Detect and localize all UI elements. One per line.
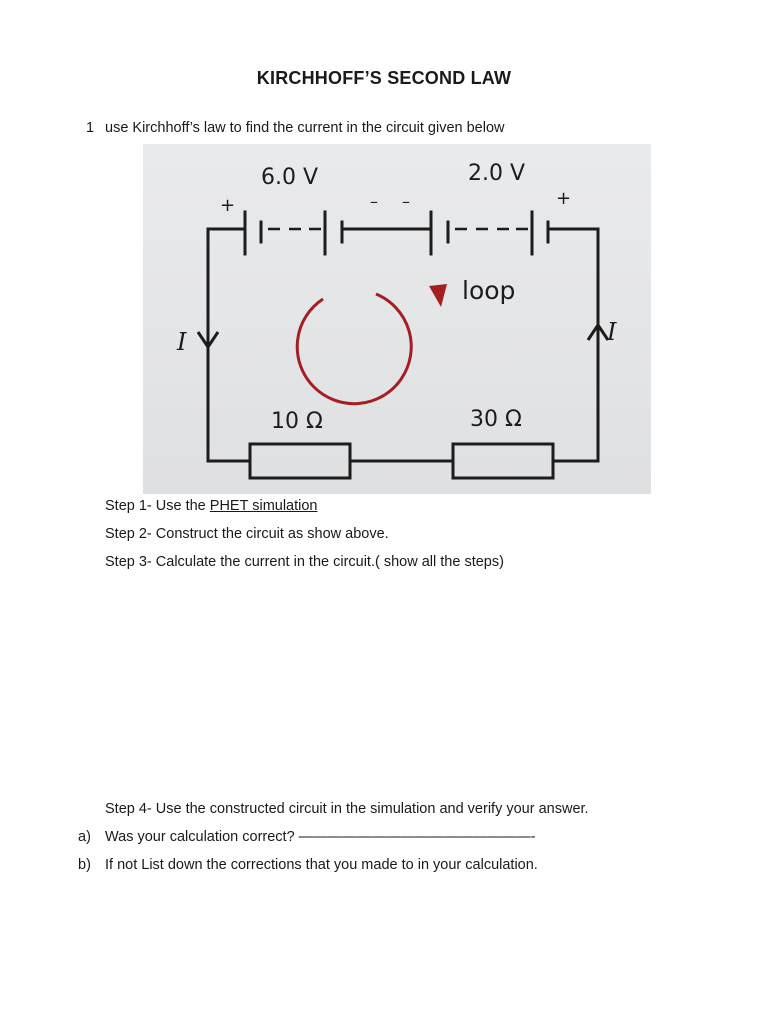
resistor2-label: 30 Ω (470, 407, 522, 432)
cell1-plus-sign: + (220, 195, 236, 216)
phet-simulation-link[interactable]: PHET simulation (209, 498, 318, 514)
loop-label: loop (462, 276, 516, 305)
cell2-label: 2.0 V (468, 161, 526, 186)
step-1-text: Step 1- Use the (105, 498, 210, 514)
cell2-plus-sign: + (556, 188, 572, 209)
question-text: use Kirchhoff’s law to find the current in the circuit given below (105, 120, 505, 136)
subquestion-a-text: Was your calculation correct? ————————————————- (105, 829, 536, 845)
page-title: KIRCHHOFF’S SECOND LAW (256, 68, 512, 88)
resistor-30-ohm (453, 444, 553, 478)
current-label-right: I (607, 318, 617, 346)
cell2-minus-sign: – (402, 192, 410, 211)
subquestion-a-marker: a) (78, 829, 91, 845)
resistor-10-ohm (250, 444, 350, 478)
cell1-minus-sign: – (370, 192, 378, 211)
resistor1-label: 10 Ω (271, 409, 323, 434)
step-4: Step 4- Use the constructed circuit in the simulation and verify your answer. (105, 801, 589, 817)
current-label-left: I (177, 328, 187, 356)
left-wire (208, 229, 245, 461)
subquestion-b-marker: b) (78, 857, 91, 873)
circuit-diagram (143, 144, 651, 494)
step-3: Step 3- Calculate the current in the circuit.( show all the steps) (105, 554, 504, 570)
step-1 (105, 498, 318, 514)
step-2: Step 2- Construct the circuit as show above. (105, 526, 389, 542)
right-wire (548, 229, 598, 461)
question-number: 1 (86, 120, 95, 136)
circuit-figure (143, 144, 651, 494)
cell1-label: 6.0 V (261, 165, 319, 190)
loop-arc (297, 294, 411, 404)
loop-arrowhead (429, 284, 447, 307)
subquestion-b-text: If not List down the corrections that you made to in your calculation. (105, 857, 538, 873)
